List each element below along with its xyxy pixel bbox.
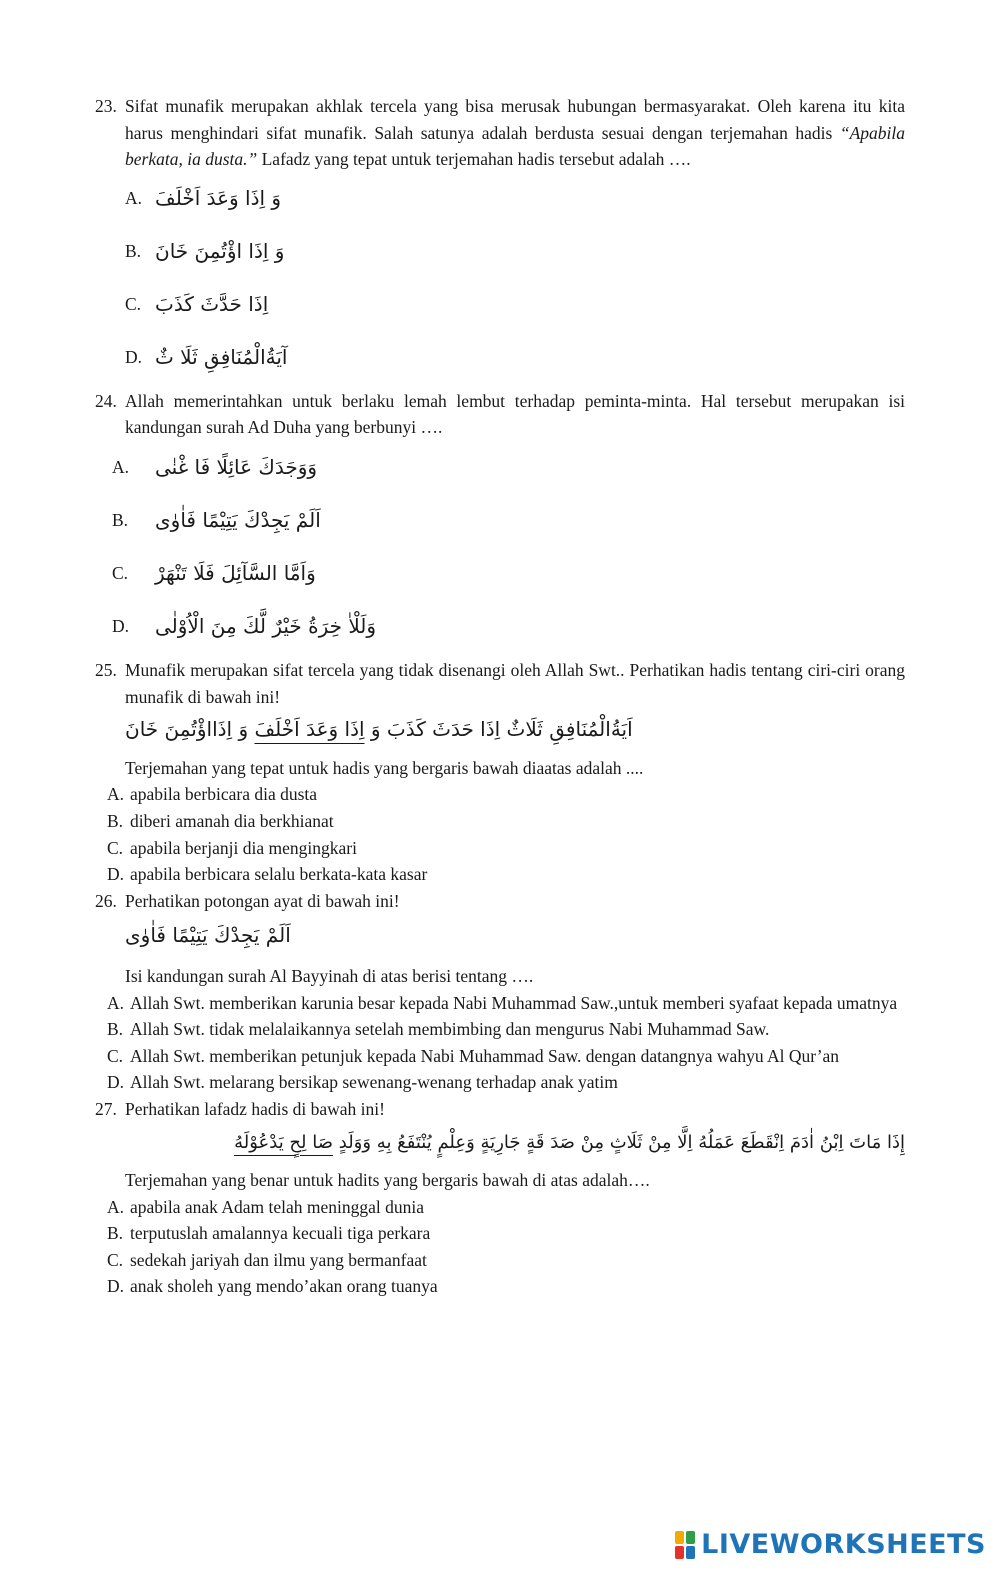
option-b[interactable] — [125, 225, 905, 278]
worksheet-page — [95, 93, 905, 1300]
option-label: C. — [112, 563, 129, 584]
logo-text: LIVEWORKSHEETS — [701, 1528, 986, 1560]
option-d[interactable] — [101, 1273, 905, 1300]
option-label: A. — [107, 992, 125, 1013]
hadith-underlined: اِذَا وَعَدَ اَخْلَفَ — [254, 717, 365, 742]
question-number: 26. — [95, 890, 117, 911]
option-text: anak sholeh yang mendo’akan orang tuanya — [130, 1276, 438, 1297]
question-23 — [95, 93, 905, 173]
option-label: D. — [125, 346, 143, 367]
option-a[interactable] — [101, 990, 905, 1017]
option-label: D. — [107, 1072, 125, 1093]
option-text: apabila anak Adam telah meninggal dunia — [130, 1196, 424, 1217]
option-b[interactable] — [101, 808, 905, 835]
question-text: Sifat munafik merupakan akhlak tercela yang bisa merusak hubungan bermasyarakat. Oleh karena itu kita harus menghindari sifat munafik. Salah satunya adalah berdusta sesuai dengan terjemahan hadis “Apabila berkata, ia dusta.” Lafadz yang tepat untuk terjemahan hadis tersebut adalah …. — [125, 96, 905, 170]
liveworksheets-logo[interactable] — [675, 1528, 986, 1560]
question-number: 27. — [95, 1098, 117, 1119]
option-text: Allah Swt. memberikan karunia besar kepada Nabi Muhammad Saw.,untuk memberi syafaat kepada umatnya — [130, 992, 898, 1013]
option-label: A. — [107, 1196, 125, 1217]
option-c[interactable] — [101, 1247, 905, 1274]
option-a[interactable] — [101, 1194, 905, 1221]
option-a[interactable] — [112, 441, 905, 494]
option-label: C. — [107, 837, 124, 858]
option-text: sedekah jariyah dan ilmu yang bermanfaat — [130, 1249, 427, 1270]
option-arabic-text: وَوَجَدَكَ عَائِلًا فَا غْنٰى — [155, 455, 318, 480]
option-a[interactable] — [101, 781, 905, 808]
option-arabic-text: اَلَمْ يَجِدْكَ يَتِيْمًا فَاٰوٰى — [155, 508, 321, 533]
option-label: B. — [112, 510, 129, 531]
option-text: Allah Swt. melarang bersikap sewenang-wenang terhadap anak yatim — [130, 1072, 618, 1093]
option-text: diberi amanah dia berkhianat — [130, 810, 334, 831]
option-d[interactable] — [101, 1069, 905, 1096]
option-label: A. — [107, 784, 125, 805]
option-d[interactable] — [101, 861, 905, 888]
question-prompt: Isi kandungan surah Al Bayyinah di atas berisi tentang …. — [125, 965, 534, 986]
option-label: B. — [107, 1019, 124, 1040]
option-label: B. — [107, 810, 124, 831]
question-25 — [95, 657, 905, 781]
option-text: Allah Swt. memberikan petunjuk kepada Nabi Muhammad Saw. dengan datangnya wahyu Al Qur’an — [130, 1045, 840, 1066]
question-number: 23. — [95, 96, 117, 116]
question-prompt: Terjemahan yang benar untuk hadits yang bergaris bawah di atas adalah…. — [125, 1170, 650, 1191]
question-text: Perhatikan lafadz hadis di bawah ini! — [125, 1098, 385, 1119]
option-c[interactable] — [101, 835, 905, 862]
hadith-quote: “Apabila berkata, ia dusta.” — [125, 122, 905, 170]
option-label: D. — [112, 616, 130, 637]
option-label: A. — [125, 188, 143, 209]
hadith-text: اَيَةُالْمُنَافِقِ ثَلَاثٌ اِذَا حَدَثَ كَذَبَ وَ اِذَا وَعَدَ اَخْلَفَ وَ اِذَااؤْتُمِنَ خَانَ — [125, 717, 633, 742]
option-text: apabila berjanji dia mengingkari — [130, 837, 357, 858]
option-d[interactable] — [125, 331, 905, 384]
option-text: apabila berbicara dia dusta — [130, 784, 318, 805]
option-arabic-text: اِذَا حَدَّثَ كَذَبَ — [155, 291, 269, 316]
hadith-underlined: صَا لِحٍ يَدْعُوْلَهُ — [234, 1132, 334, 1154]
option-arabic-text: آيَةُالْمُنَافِقِ ثَلَا ثٌ — [155, 344, 288, 369]
option-c[interactable] — [101, 1043, 905, 1070]
option-label: C. — [125, 293, 142, 314]
question-text: Allah memerintahkan untuk berlaku lemah lembut terhadap peminta-minta. Hal tersebut merupakan isi kandungan surah Ad Duha yang berbunyi …. — [125, 390, 905, 438]
option-c[interactable] — [112, 547, 905, 600]
option-text: apabila berbicara selalu berkata-kata kasar — [130, 864, 428, 885]
option-label: C. — [107, 1045, 124, 1066]
question-prompt: Terjemahan yang tepat untuk hadis yang bergaris bawah diaatas adalah .... — [125, 757, 644, 778]
question-26 — [95, 888, 905, 990]
option-label: B. — [125, 240, 142, 261]
option-b[interactable] — [112, 494, 905, 547]
option-label: C. — [107, 1249, 124, 1270]
question-number: 25. — [95, 659, 117, 680]
option-b[interactable] — [101, 1016, 905, 1043]
question-24 — [95, 388, 905, 441]
option-arabic-text: وَ اِذَا اؤْتُمِنَ خَانَ — [155, 238, 285, 263]
question-27 — [95, 1096, 905, 1194]
option-text: terputuslah amalannya kecuali tiga perkara — [130, 1223, 431, 1244]
question-text: Perhatikan potongan ayat di bawah ini! — [125, 890, 400, 911]
liveworksheets-logo-icon — [675, 1531, 695, 1559]
hadith-text: إِذَا مَاتَ اِبْنُ اٰدَمَ اِنْقَطَعَ عَمَلُهُ اِلَّا مِنْ ثَلَاثٍ مِنْ صَدَ قَةٍ جَارِيَةٍ وَعِلْمٍ يُنْتَفَعُ بِهِ وَوَلَدٍ صَا لِحٍ يَدْعُوْلَهُ — [234, 1132, 905, 1154]
option-arabic-text: وَلَلْاٰ خِرَةُ خَيْرٌ لَّكَ مِنَ الْاُوْلٰى — [155, 614, 377, 639]
option-label: B. — [107, 1223, 124, 1244]
option-arabic-text: وَ اِذَا وَعَدَ اَخْلَفَ — [155, 186, 282, 211]
option-b[interactable] — [101, 1220, 905, 1247]
option-text: Allah Swt. tidak melalaikannya setelah membimbing dan mengurus Nabi Muhammad Saw. — [130, 1019, 770, 1040]
option-label: A. — [112, 457, 130, 478]
option-arabic-text: وَاَمَّا السَّآئِلَ فَلَا تَنْهَرْ — [155, 561, 316, 586]
option-a[interactable] — [125, 173, 905, 225]
option-label: D. — [107, 1276, 125, 1297]
question-text: Munafik merupakan sifat tercela yang tidak disenangi oleh Allah Swt.. Perhatikan hadis tentang ciri-ciri orang munafik di bawah ini! — [125, 659, 905, 707]
option-label: D. — [107, 864, 125, 885]
option-d[interactable] — [112, 600, 905, 653]
ayat-text: اَلَمْ يَجِدْكَ يَتِيْمًا فَاٰوٰى — [125, 923, 291, 948]
option-c[interactable] — [125, 278, 905, 331]
question-number: 24. — [95, 390, 117, 411]
